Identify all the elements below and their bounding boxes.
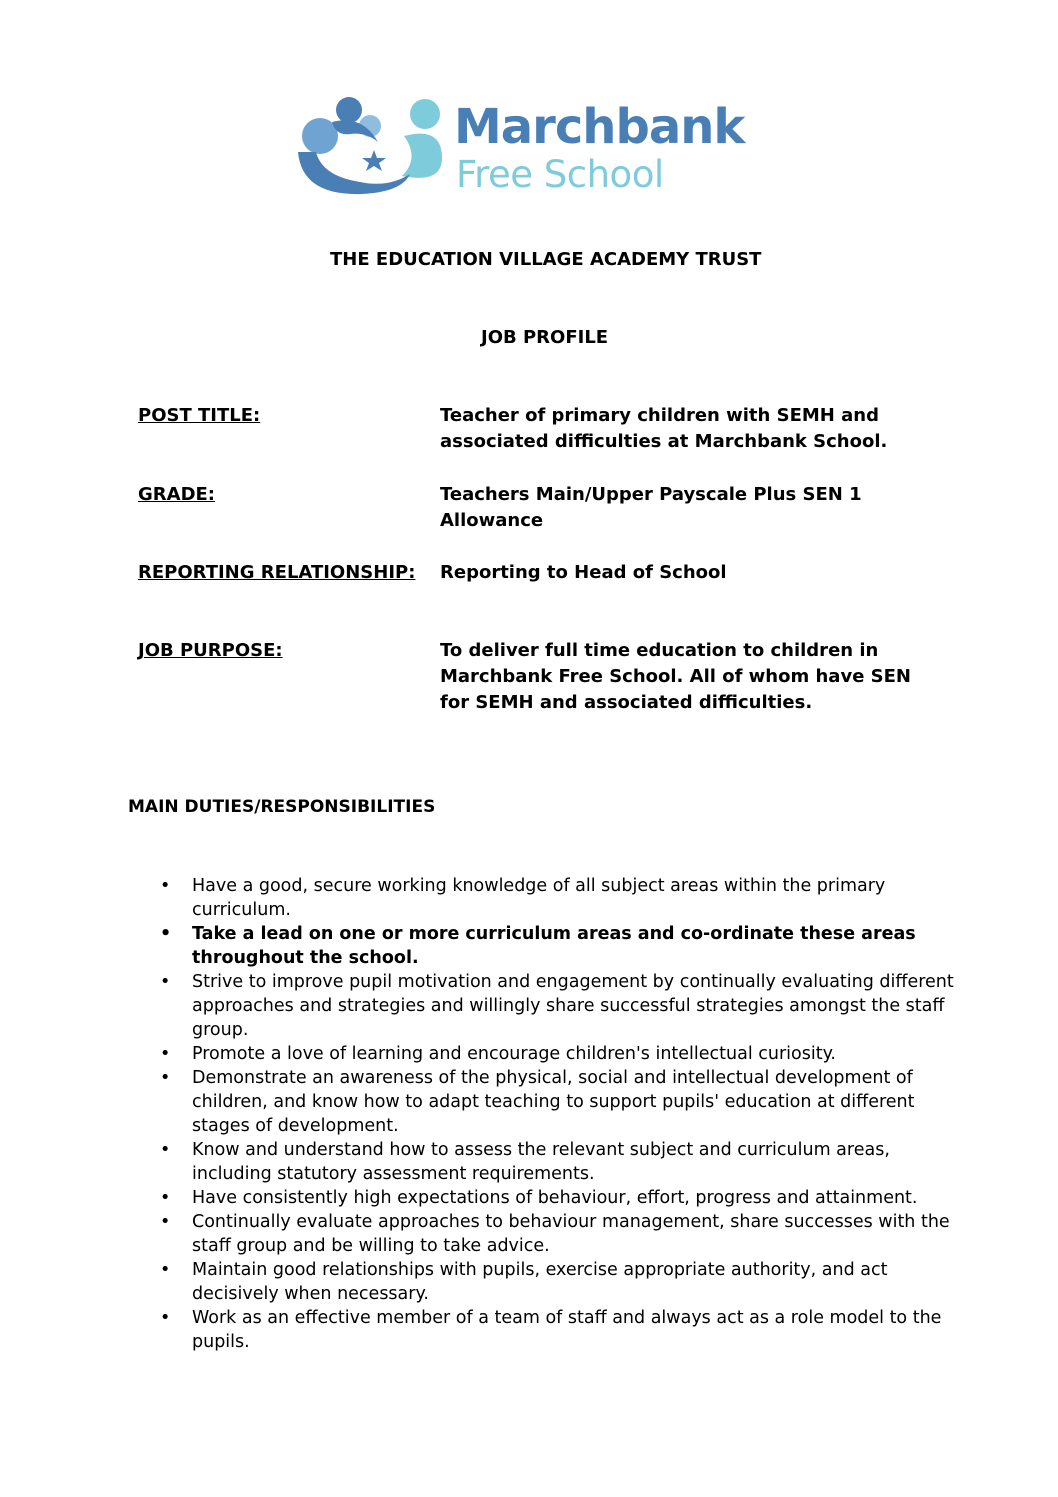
list-item — [160, 874, 960, 922]
duty-text: Demonstrate an awareness of the physical, social and intellectual development of children, and know how to adapt teaching to support pupils' education at different stages of development. — [192, 1068, 915, 1136]
job-profile-heading: JOB PROFILE — [481, 327, 609, 348]
grade-label: GRADE: — [138, 484, 216, 505]
duty-text: Promote a love of learning and encourage children's intellectual curiosity. — [192, 1044, 836, 1064]
duty-text: Continually evaluate approaches to behaviour management, share successes with the staff group and be willing to take advice. — [192, 1212, 950, 1256]
list-item — [160, 1258, 960, 1306]
duty-text: Take a lead on one or more curriculum areas and co-ordinate these areas throughout the school. — [192, 924, 916, 968]
bullet-icon: • — [160, 1140, 171, 1160]
bullet-icon: • — [160, 1212, 171, 1232]
list-item — [160, 1042, 960, 1066]
grade-value: Teachers Main/Upper Payscale Plus SEN 1 Allowance — [440, 484, 862, 531]
list-item — [160, 1066, 960, 1138]
bullet-icon: • — [160, 1068, 171, 1088]
duty-text: Have a good, secure working knowledge of all subject areas within the primary curriculum. — [192, 876, 886, 920]
bullet-icon: • — [160, 1044, 171, 1064]
post-title-value: Teacher of primary children with SEMH and associated difficulties at Marchbank School. — [440, 405, 888, 452]
list-item — [160, 1138, 960, 1186]
bullet-icon: • — [160, 1188, 171, 1208]
bullet-icon: • — [160, 1260, 171, 1280]
duty-text: Maintain good relationships with pupils, exercise appropriate authority, and act decisively when necessary. — [192, 1260, 888, 1304]
logo-line-2: Free School — [456, 153, 664, 196]
marchbank-family-logo-icon — [292, 96, 452, 206]
school-logo — [292, 96, 772, 206]
main-duties-heading: MAIN DUTIES/RESPONSIBILITIES — [128, 797, 436, 817]
duties-list — [160, 874, 960, 1354]
list-item — [160, 1306, 960, 1354]
list-item — [160, 1186, 960, 1210]
reporting-relationship-value: Reporting to Head of School — [440, 562, 727, 583]
bullet-icon: • — [160, 1308, 171, 1328]
list-item — [160, 1210, 960, 1258]
bullet-icon: • — [160, 876, 171, 896]
reporting-relationship-label: REPORTING RELATIONSHIP: — [138, 562, 416, 583]
logo-line-1: Marchbank — [454, 99, 745, 155]
job-purpose-label: JOB PURPOSE: — [138, 640, 283, 661]
bullet-icon: • — [160, 972, 171, 992]
duty-text: Have consistently high expectations of behaviour, effort, progress and attainment. — [192, 1188, 918, 1208]
duty-text: Know and understand how to assess the relevant subject and curriculum areas, including statutory assessment requirements. — [192, 1140, 890, 1184]
list-item — [160, 922, 960, 970]
duty-text: Strive to improve pupil motivation and engagement by continually evaluating different approaches and strategies and willingly share successful strategies amongst the staff group. — [192, 972, 954, 1040]
job-purpose-value: To deliver full time education to children in Marchbank Free School. All of whom have SEN for SEMH and associated difficulties. — [440, 640, 911, 713]
duty-text: Work as an effective member of a team of staff and always act as a role model to the pupils. — [192, 1308, 942, 1352]
list-item — [160, 970, 960, 1042]
bullet-icon: • — [160, 924, 172, 944]
trust-heading: THE EDUCATION VILLAGE ACADEMY TRUST — [330, 249, 762, 270]
post-title-label: POST TITLE: — [138, 405, 261, 426]
